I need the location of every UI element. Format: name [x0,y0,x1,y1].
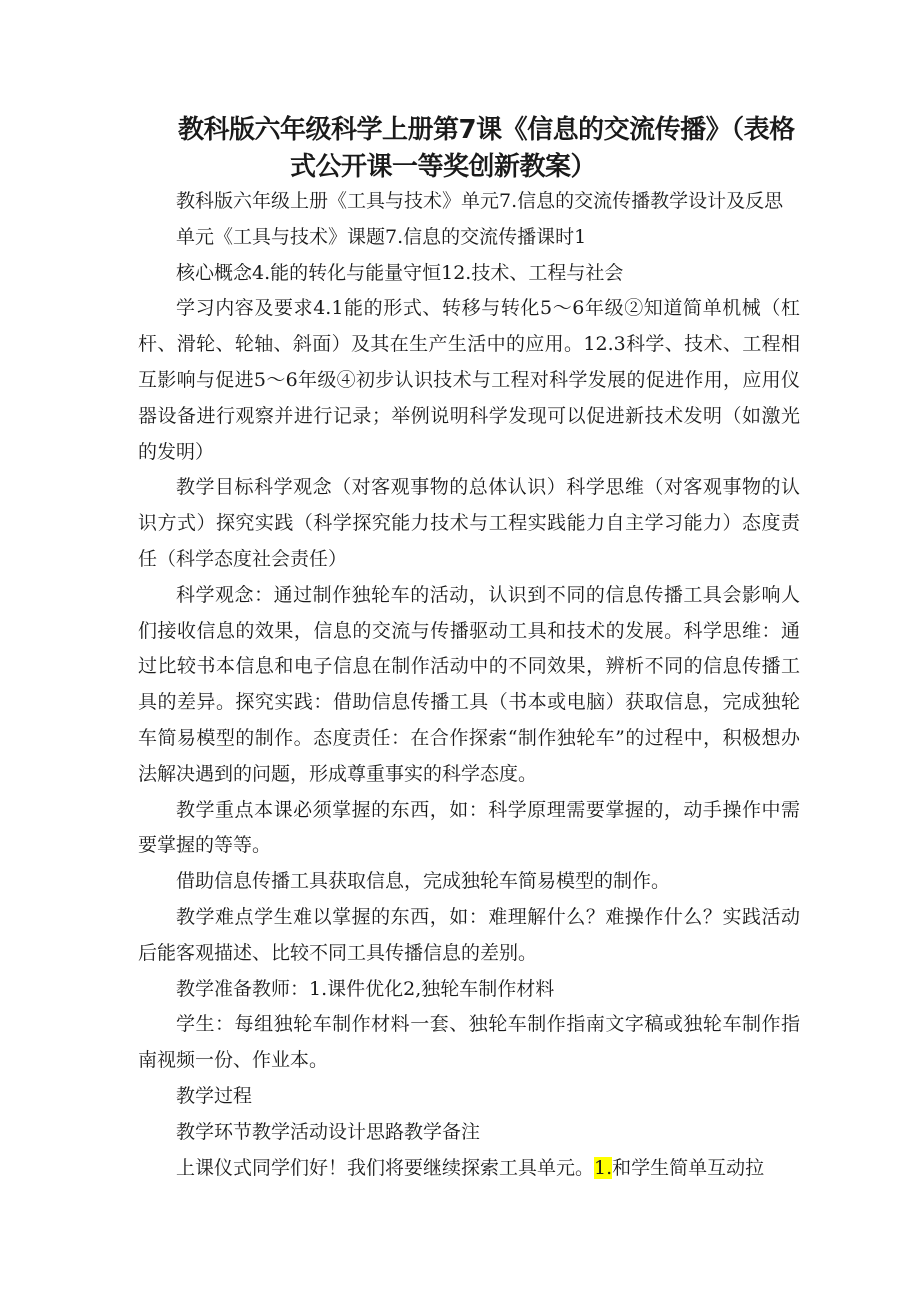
paragraph-teaching-difficulty: 教学难点学生难以掌握的东西，如：难理解什么？难操作什么？实践活动后能客观描述、比较不同工具传播信息的差别。 [138,905,800,964]
title-line-1: 教科版六年级科学上册第7课《信息的交流传播》（表格 [178,115,795,145]
paragraph-student-preparation: 学生：每组独轮车制作材料一套、独轮车制作指南文字稿或独轮车制作指南视频一份、作业本。 [138,1013,800,1072]
highlighted-number: 1. [594,1156,613,1179]
ceremony-text-continued: 和学生简单互动拉 [612,1156,765,1179]
ceremony-text: 上课仪式同学们好！我们将要继续探索工具单元。 [176,1156,595,1179]
paragraph-class-ceremony [138,1151,800,1187]
document-body [138,184,800,1186]
paragraph-science-concepts: 科学观念：通过制作独轮车的活动，认识到不同的信息传播工具会影响人们接收信息的效果，信息的交流与传播驱动工具和技术的发展。科学思维：通过比较书本信息和电子信息在制作活动中的不同效果，辨析不同的信息传播工具的差异。探究实践：借助信息传播工具（书本或电脑）获取信息，完成独轮车简易模型的制作。态度责任：在合作探索“制作独轮车”的过程中，积极想办法解决遇到的问题，形成尊重事实的科学态度。 [138,583,800,785]
paragraph-unit-heading: 教科版六年级上册《工具与技术》单元7.信息的交流传播教学设计及反思 [176,190,784,212]
paragraph-unit-topic: 单元《工具与技术》课题7.信息的交流传播课时1 [176,225,587,248]
title-line-2: 式公开课一等奖创新教案） [290,152,597,182]
paragraph-teaching-process: 教学过程 [176,1084,253,1107]
paragraph-core-concept: 核心概念4.能的转化与能量守恒12.技术、工程与社会 [176,261,624,284]
document-title [178,112,818,186]
paragraph-teacher-preparation: 教学准备教师：1.课件优化2,独轮车制作材料 [176,977,555,1000]
paragraph-learning-requirements: 学习内容及要求4.1能的形式、转移与转化5～6年级②知道简单机械（杠杆、滑轮、轮轴、斜面）及其在生产生活中的应用。12.3科学、技术、工程相互影响与促进5～6年级④初步认识技术与工程对科学发展的促进作用，应用仪器设备进行观察并进行记录；举例说明科学发现可以促进新技术发明（如激光的发明） [138,297,800,463]
paragraph-teaching-goals: 教学目标科学观念（对客观事物的总体认识）科学思维（对客观事物的认识方式）探究实践（科学探究能力技术与工程实践能力自主学习能力）态度责任（科学态度社会责任） [138,476,800,570]
paragraph-teaching-focus: 教学重点本课必须掌握的东西，如：科学原理需要掌握的，动手操作中需要掌握的等等。 [138,798,800,857]
paragraph-table-header: 教学环节教学活动设计思路教学备注 [176,1120,481,1143]
paragraph-focus-detail: 借助信息传播工具获取信息，完成独轮车简易模型的制作。 [176,870,671,893]
